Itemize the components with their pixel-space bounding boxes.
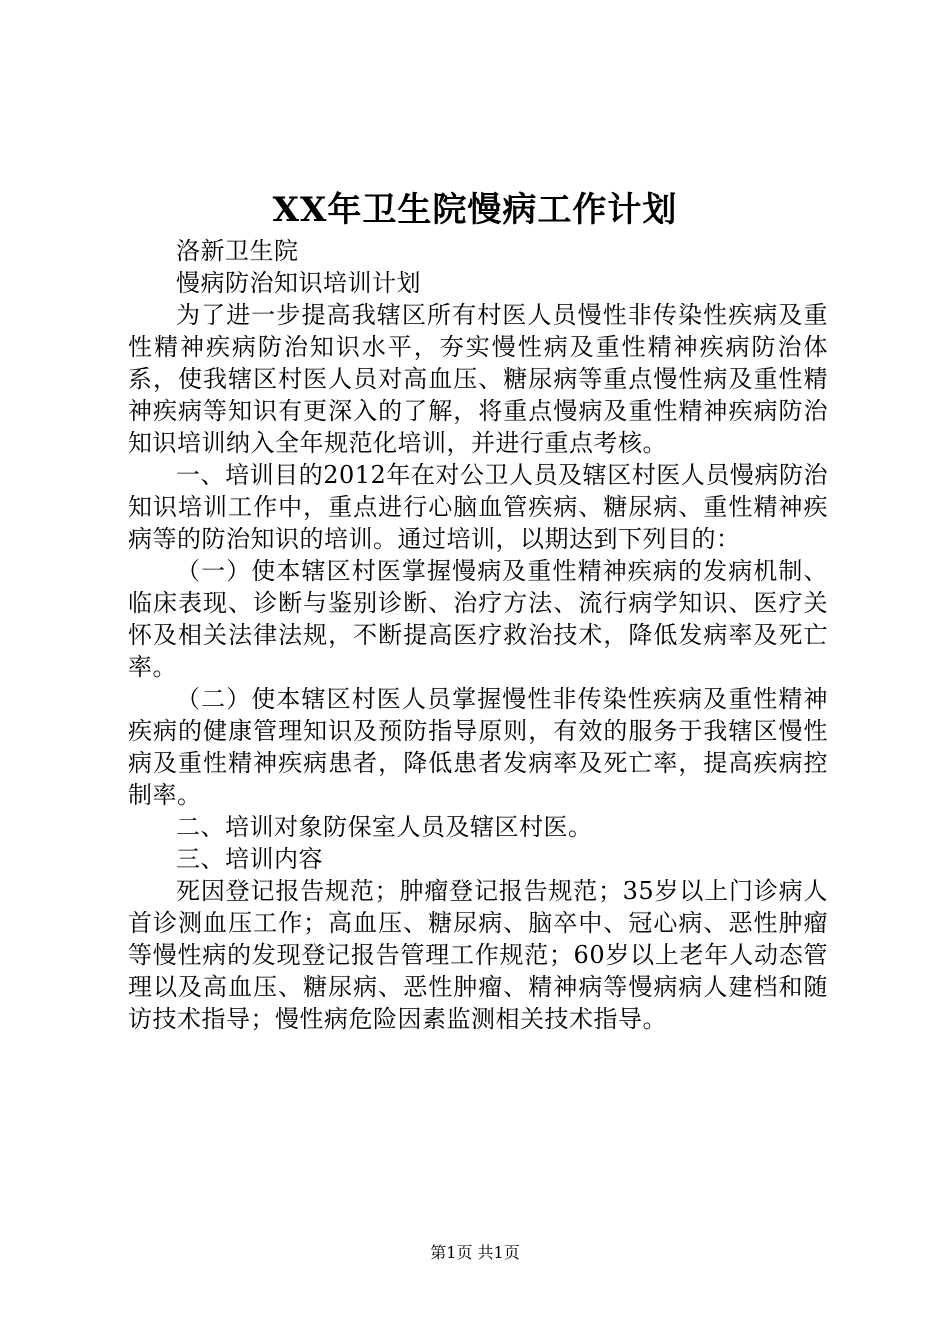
document-body [128, 235, 828, 1035]
paragraph-section-3: 三、培训内容 [176, 845, 323, 873]
paragraph-goal-2: （二）使本辖区村医人员掌握慢性非传染性疾病及重性精神疾病的健康管理知识及预防指导原则，有效的服务于我辖区慢性病及重性精神疾病患者，降低患者发病率及死亡率，提高疾病控制率。 [128, 685, 828, 809]
paragraph-goal-1: （一）使本辖区村医掌握慢病及重性精神疾病的发病机制、临床表现、诊断与鉴别诊断、治疗方法、流行病学知识、医疗关怀及相关法律法规，不断提高医疗救治技术，降低发病率及死亡率。 [128, 557, 828, 681]
paragraph-subtitle: 慢病防治知识培训计划 [176, 269, 421, 297]
document-title: XX年卫生院慢病工作计划 [272, 190, 678, 230]
paragraph-content: 死因登记报告规范；肿瘤登记报告规范；35岁以上门诊病人首诊测血压工作；高血压、糖尿病、脑卒中、冠心病、恶性肿瘤等慢性病的发现登记报告管理工作规范；60岁以上老年人动态管理以及高血压、糖尿病、恶性肿瘤、精神病等慢病病人建档和随访技术指导；慢性病危险因素监测相关技术指导。 [128, 877, 828, 1033]
paragraph-intro: 为了进一步提高我辖区所有村医人员慢性非传染性疾病及重性精神疾病防治知识水平，夯实慢性病及重性精神疾病防治体系，使我辖区村医人员对高血压、糖尿病等重点慢性病及重性精神疾病等知识有更深入的了解，将重点慢病及重性精神疾病防治知识培训纳入全年规范化培训，并进行重点考核。 [128, 301, 828, 457]
paragraph-organization: 洛新卫生院 [176, 237, 299, 265]
paragraph-section-1: 一、培训目的2012年在对公卫人员及辖区村医人员慢病防治知识培训工作中，重点进行心脑血管疾病、糖尿病、重性精神疾病等的防治知识的培训。通过培训，以期达到下列目的： [128, 461, 828, 553]
page-footer: 第1页 共1页 [430, 1243, 520, 1262]
paragraph-section-2: 二、培训对象防保室人员及辖区村医。 [176, 813, 593, 841]
